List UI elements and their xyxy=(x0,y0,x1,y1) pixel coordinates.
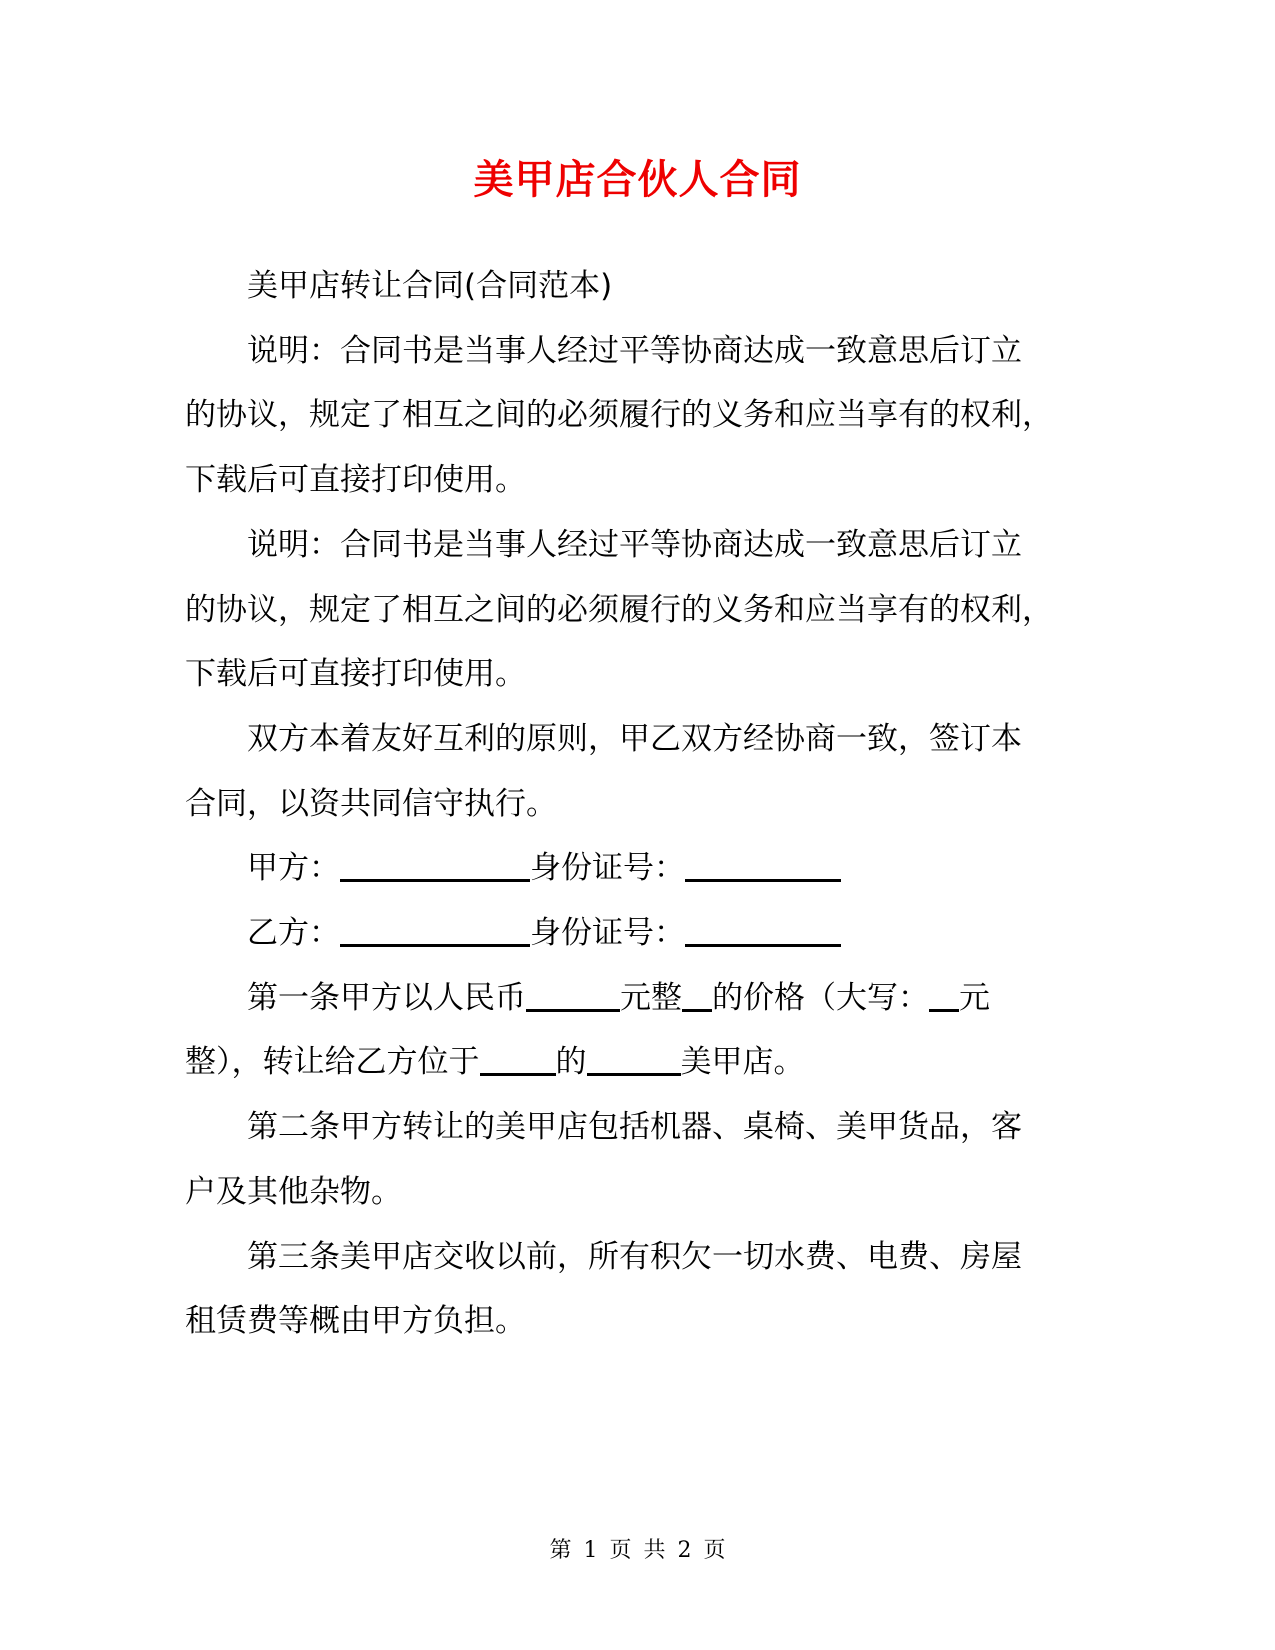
footer-total-pages: 2 xyxy=(677,1538,692,1563)
footer-label-total: 共 xyxy=(643,1538,666,1563)
party-b-label: 乙方： xyxy=(247,915,340,952)
article-3-paragraph xyxy=(185,1225,1115,1354)
art1-part7: 美甲店。 xyxy=(680,1044,805,1081)
party-a-id-label: 身份证号： xyxy=(530,850,685,887)
document-body xyxy=(185,254,1115,1354)
article-1-paragraph xyxy=(185,966,1115,1095)
art1-location-blank xyxy=(480,1043,556,1076)
note-paragraph-2 xyxy=(185,513,1115,707)
party-b-id-blank xyxy=(685,914,841,947)
party-a-name-blank xyxy=(340,849,530,882)
art1-capital-blank xyxy=(929,979,959,1012)
art3-line2: 租赁费等概由甲方负担。 xyxy=(185,1303,526,1340)
art1-part6: 的 xyxy=(555,1044,587,1081)
footer-label-page: 第 xyxy=(549,1538,572,1563)
note2-line2: 的协议，规定了相互之间的必须履行的义务和应当享有的权利， xyxy=(185,591,1053,628)
note-paragraph-1 xyxy=(185,319,1115,513)
footer-label-ye: 页 xyxy=(609,1538,632,1563)
note1-line1: 说明：合同书是当事人经过平等协商达成一致意思后订立 xyxy=(247,332,1022,369)
document-title: 美甲店合伙人合同 xyxy=(473,157,802,203)
art1-part3: 的价格（大写： xyxy=(712,979,929,1016)
footer-label-ye2: 页 xyxy=(703,1538,726,1563)
note1-line2: 的协议，规定了相互之间的必须履行的义务和应当享有的权利， xyxy=(185,397,1053,434)
party-a-id-blank xyxy=(685,849,841,882)
note1-line3: 下载后可直接打印使用。 xyxy=(185,462,526,499)
intro-line2: 合同，以资共同信守执行。 xyxy=(185,785,557,822)
art2-line2: 户及其他杂物。 xyxy=(185,1173,402,1210)
footer-current-page: 1 xyxy=(583,1538,598,1563)
intro-line1: 双方本着友好互利的原则，甲乙双方经协商一致，签订本 xyxy=(247,720,1022,757)
art1-part5: 整），转让给乙方位于 xyxy=(185,1044,480,1081)
subtitle-text: 美甲店转让合同(合同范本) xyxy=(247,268,613,304)
page-footer xyxy=(0,1536,1275,1566)
subtitle-paragraph xyxy=(185,254,1115,319)
party-b-line xyxy=(185,901,1115,966)
art1-part2: 元整 xyxy=(620,979,682,1016)
party-a-label: 甲方： xyxy=(247,850,340,887)
art1-short-blank xyxy=(682,979,712,1012)
note2-line3: 下载后可直接打印使用。 xyxy=(185,656,526,693)
art2-line1: 第二条甲方转让的美甲店包括机器、桌椅、美甲货品，客 xyxy=(247,1109,1022,1146)
art3-line1: 第三条美甲店交收以前，所有积欠一切水费、电费、房屋 xyxy=(247,1238,1022,1275)
art1-part4: 元 xyxy=(959,979,990,1016)
art1-amount-blank xyxy=(526,979,620,1012)
art1-shop-blank xyxy=(587,1043,681,1076)
party-a-line xyxy=(185,836,1115,901)
intro-paragraph xyxy=(185,707,1115,836)
party-b-id-label: 身份证号： xyxy=(530,915,685,952)
art1-part1: 第一条甲方以人民币 xyxy=(247,979,526,1016)
article-2-paragraph xyxy=(185,1095,1115,1224)
note2-line1: 说明：合同书是当事人经过平等协商达成一致意思后订立 xyxy=(247,526,1022,563)
party-b-name-blank xyxy=(340,914,530,947)
